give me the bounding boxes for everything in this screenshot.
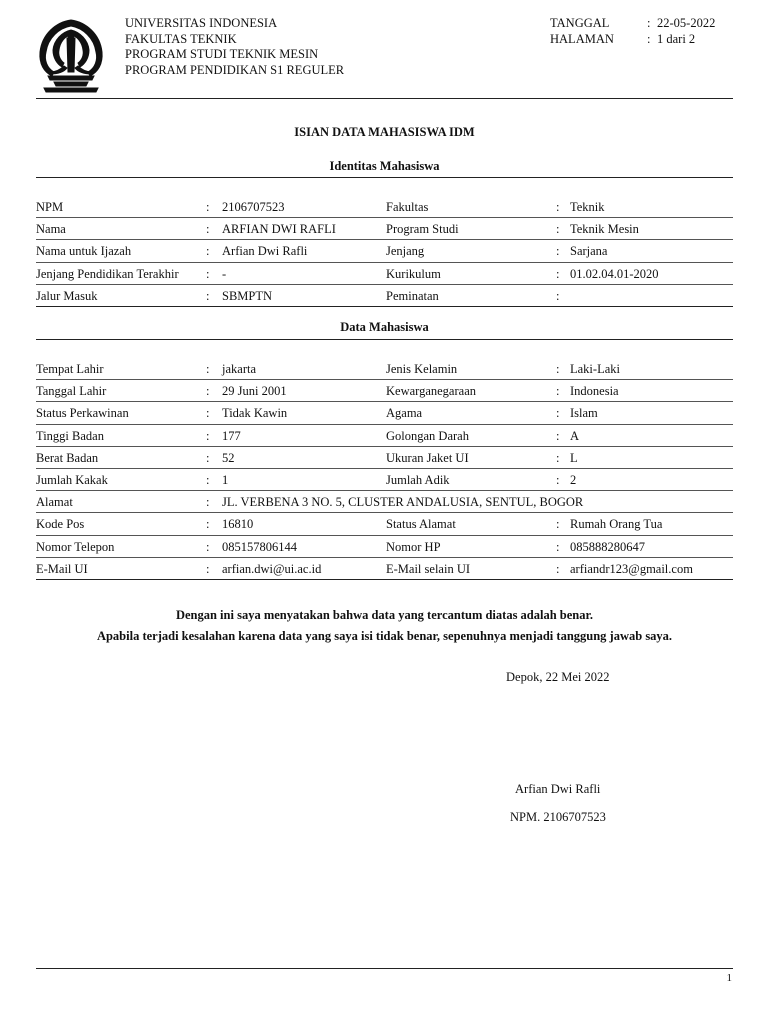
field-value: 1 xyxy=(222,472,229,487)
field-label: Nama xyxy=(36,222,66,237)
field-label: Jumlah Kakak xyxy=(36,472,108,487)
field-value: 29 Juni 2001 xyxy=(222,384,287,399)
institution-line: FAKULTAS TEKNIK xyxy=(125,31,237,46)
table-row xyxy=(36,425,733,447)
field-value: A xyxy=(570,428,580,443)
meta-date-row xyxy=(550,16,740,32)
institution-line: PROGRAM STUDI TEKNIK MESIN xyxy=(125,47,319,62)
field-label: Kewarganegaraan xyxy=(386,384,476,399)
field-value: Indonesia xyxy=(570,384,619,399)
table-row xyxy=(36,513,733,535)
field-separator: : xyxy=(556,450,560,465)
table-row xyxy=(36,196,733,218)
field-value: Teknik xyxy=(570,200,605,214)
field-value: 085888280647 xyxy=(570,539,645,554)
field-separator: : xyxy=(556,362,560,376)
data-mahasiswa-table xyxy=(36,358,733,580)
signature-npm: NPM. 2106707523 xyxy=(510,810,606,824)
field-label: Fakultas xyxy=(386,200,429,214)
field-value: 01.02.04.01-2020 xyxy=(570,266,659,281)
field-label: Jenjang xyxy=(386,244,425,259)
field-value: SBMPTN xyxy=(222,288,273,303)
field-label: Golongan Darah xyxy=(386,428,469,443)
field-value: 16810 xyxy=(222,517,254,532)
field-value: 2106707523 xyxy=(222,200,285,214)
field-label: Nama untuk Ijazah xyxy=(36,244,132,259)
field-separator: : xyxy=(206,450,210,465)
institution-line: UNIVERSITAS INDONESIA xyxy=(125,16,278,30)
declaration-line-1: Dengan ini saya menyatakan bahwa data yang tercantum diatas adalah benar. xyxy=(175,608,594,622)
field-value: - xyxy=(222,266,227,281)
meta-page-value: 1 dari 2 xyxy=(657,31,696,46)
field-separator: : xyxy=(556,428,560,443)
field-separator: : xyxy=(206,200,210,214)
field-separator: : xyxy=(206,406,210,421)
field-separator: : xyxy=(556,244,560,259)
document-meta xyxy=(550,16,740,47)
meta-separator: : xyxy=(647,16,651,30)
field-separator: : xyxy=(556,561,560,576)
field-value: arfiandr123@gmail.com xyxy=(570,561,693,576)
field-label: Jumlah Adik xyxy=(386,472,450,487)
field-label: Status Perkawinan xyxy=(36,406,129,421)
field-label: Ukuran Jaket UI xyxy=(386,450,469,465)
field-label: Agama xyxy=(386,406,423,421)
field-label: Nomor Telepon xyxy=(36,539,115,554)
field-value: Tidak Kawin xyxy=(222,406,288,421)
field-value: JL. VERBENA 3 NO. 5, CLUSTER ANDALUSIA, SENTUL, BOGOR xyxy=(222,495,584,510)
table-row xyxy=(36,491,733,513)
field-label: Jenis Kelamin xyxy=(386,362,458,376)
document-title: ISIAN DATA MAHASISWA IDM xyxy=(294,125,475,139)
field-separator: : xyxy=(556,288,560,303)
table-row xyxy=(36,536,733,558)
table-row xyxy=(36,469,733,491)
field-separator: : xyxy=(206,362,210,376)
field-label: Tanggal Lahir xyxy=(36,384,107,399)
field-label: Nomor HP xyxy=(386,539,441,554)
field-value: Rumah Orang Tua xyxy=(570,517,663,532)
field-label: Status Alamat xyxy=(386,517,456,532)
field-label: Kurikulum xyxy=(386,266,441,281)
table-row xyxy=(36,218,733,240)
field-label: Jenjang Pendidikan Terakhir xyxy=(36,266,179,281)
field-separator: : xyxy=(556,266,560,281)
table-row xyxy=(36,402,733,424)
meta-date-value: 22-05-2022 xyxy=(657,16,716,30)
field-value: Teknik Mesin xyxy=(570,222,639,237)
identitas-table xyxy=(36,196,733,307)
field-value: L xyxy=(570,450,578,465)
footer-divider xyxy=(36,968,733,969)
table-row xyxy=(36,240,733,262)
field-value: jakarta xyxy=(222,362,257,376)
table-row xyxy=(36,447,733,469)
meta-page-row xyxy=(550,32,740,48)
field-separator: : xyxy=(556,222,560,237)
table-row xyxy=(36,380,733,402)
institution-line: PROGRAM PENDIDIKAN S1 REGULER xyxy=(125,62,345,77)
field-separator: : xyxy=(206,244,210,259)
section-divider xyxy=(36,339,733,340)
field-separator: : xyxy=(206,428,210,443)
field-separator: : xyxy=(206,288,210,303)
meta-separator: : xyxy=(647,31,651,46)
meta-date-label: TANGGAL xyxy=(550,16,610,30)
field-separator: : xyxy=(206,517,210,532)
field-label: Tinggi Badan xyxy=(36,428,104,443)
field-value: 52 xyxy=(222,450,235,465)
section-divider xyxy=(36,177,733,178)
declaration-line-2: Apabila terjadi kesalahan karena data yang saya isi tidak benar, sepenuhnya menjadi tanggung jawab saya. xyxy=(96,629,673,643)
field-value: 177 xyxy=(222,428,241,443)
field-label: Jalur Masuk xyxy=(36,288,98,303)
meta-page-label: HALAMAN xyxy=(550,31,614,46)
signature-place-date: Depok, 22 Mei 2022 xyxy=(506,670,610,684)
field-separator: : xyxy=(206,266,210,281)
field-label: Berat Badan xyxy=(36,450,99,465)
university-logo-icon xyxy=(34,14,108,96)
field-separator: : xyxy=(556,517,560,532)
field-label: E-Mail selain UI xyxy=(386,561,471,576)
table-row xyxy=(36,558,733,580)
field-value: 2 xyxy=(570,472,577,487)
field-separator: : xyxy=(206,472,210,487)
field-value: Sarjana xyxy=(570,244,608,259)
field-label: Alamat xyxy=(36,495,73,510)
field-separator: : xyxy=(556,539,560,554)
field-value: 085157806144 xyxy=(222,539,297,554)
field-separator: : xyxy=(206,561,210,576)
section-heading-data: Data Mahasiswa xyxy=(340,320,429,334)
field-separator: : xyxy=(556,384,560,399)
field-value: Laki-Laki xyxy=(570,362,620,376)
field-label: E-Mail UI xyxy=(36,561,88,576)
field-label: Kode Pos xyxy=(36,517,85,532)
field-label: Peminatan xyxy=(386,288,439,303)
header-divider xyxy=(36,98,733,99)
declaration-statement xyxy=(36,605,733,647)
table-row xyxy=(36,285,733,307)
institution-block xyxy=(125,16,344,78)
field-value: Islam xyxy=(570,406,598,421)
field-value: ARFIAN DWI RAFLI xyxy=(222,222,336,237)
field-value: Arfian Dwi Rafli xyxy=(222,244,308,259)
field-separator: : xyxy=(206,495,210,510)
field-label: NPM xyxy=(36,200,64,214)
field-separator: : xyxy=(206,539,210,554)
field-value: arfian.dwi@ui.ac.id xyxy=(222,561,322,576)
field-separator: : xyxy=(556,406,560,421)
field-label: Program Studi xyxy=(386,222,459,237)
field-separator: : xyxy=(556,472,560,487)
field-label: Tempat Lahir xyxy=(36,362,104,376)
table-row xyxy=(36,358,733,380)
field-separator: : xyxy=(206,384,210,399)
signature-name: Arfian Dwi Rafli xyxy=(515,782,601,796)
field-separator: : xyxy=(556,200,560,214)
table-row xyxy=(36,263,733,285)
field-separator: : xyxy=(206,222,210,237)
section-heading-identitas: Identitas Mahasiswa xyxy=(329,159,440,173)
page-number: 1 xyxy=(726,972,732,984)
